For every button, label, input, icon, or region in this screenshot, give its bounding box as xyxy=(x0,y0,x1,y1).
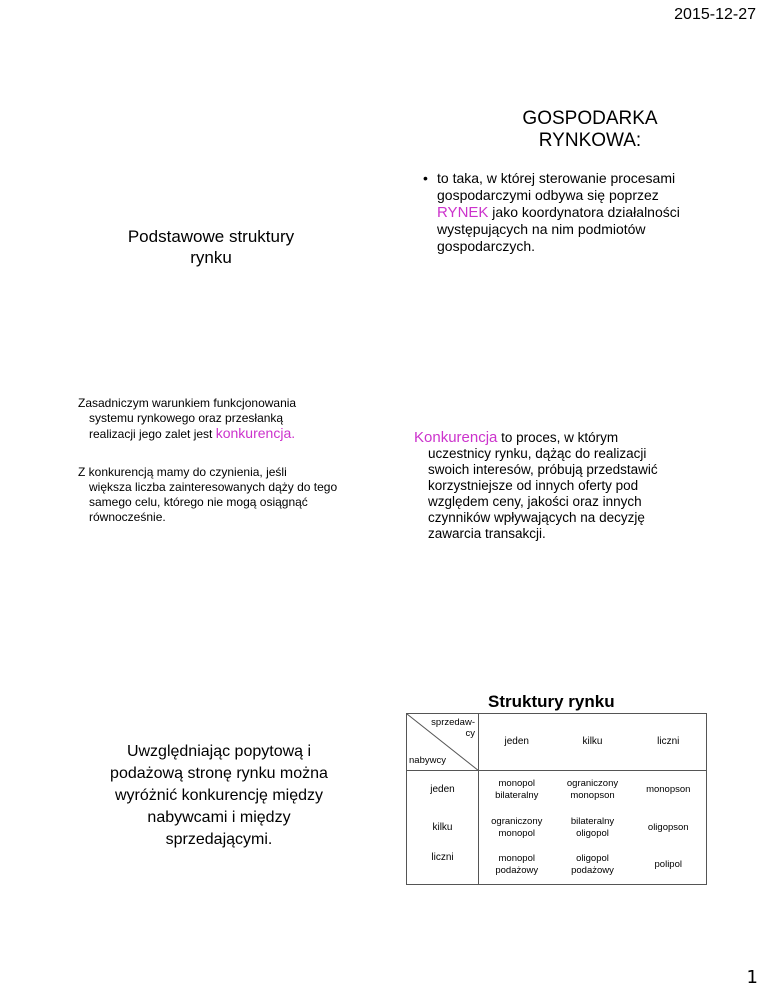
row-header-liczni: liczni xyxy=(407,847,479,885)
cell-line: monopson xyxy=(646,783,691,795)
cell-line: oligopson xyxy=(647,821,689,833)
cell-line: oligopol xyxy=(576,827,609,839)
cell-line: polipol xyxy=(654,859,682,871)
slide3-p1-text: realizacji jego zalet jest xyxy=(89,427,216,441)
cell-line: monopol xyxy=(498,827,535,839)
corner-label-sellers xyxy=(431,717,475,739)
slide2-text-after: jako koordynatora działalności występujących na nim podmiotów gospodarczych. xyxy=(437,204,680,254)
cell-line: ograniczony xyxy=(566,777,619,789)
slide4-line1-after: to proces, w którym xyxy=(497,430,619,445)
table-cell xyxy=(555,771,631,809)
cell-line: monopol xyxy=(498,853,535,865)
slide2-bullet xyxy=(423,170,693,255)
slide4-rest: uczestnicy rynku, dążąc do realizacji swoich interesów, próbują przedstawić korzystniejsze od innych oferty pod względem ceny, jakości oraz innych czynników wpływających na decyzję zawarcia transakcji. xyxy=(428,446,658,541)
slide3-p1-line2: systemu rynkowego oraz przesłanką xyxy=(89,411,284,425)
header-date: 2015-12-27 xyxy=(674,6,756,23)
table-cell xyxy=(479,771,555,809)
slide1-title-line2: rynku xyxy=(190,248,232,267)
corner-label-buyers: nabywcy xyxy=(409,755,446,766)
slide5-text: Uwzględniając popytową i podażową stronę rynku można wyróżnić konkurencję między nabywcami i między sprzedającymi. xyxy=(110,743,328,848)
table-cell xyxy=(555,809,631,847)
column-header-liczni: liczni xyxy=(631,714,707,771)
cell-line: podażowy xyxy=(571,865,614,877)
slide4-definition xyxy=(414,430,684,542)
table-cell xyxy=(479,847,555,885)
cell-line: monopson xyxy=(570,789,615,801)
slide2-title xyxy=(490,108,690,152)
slide3-p2-rest: większa liczba zainteresowanych dąży do tego samego celu, którego nie mogą osiągnąć równocześnie. xyxy=(89,480,338,524)
table-cell xyxy=(631,771,707,809)
bullet-point: • xyxy=(423,170,428,186)
corner-sellers-line2: cy xyxy=(465,728,475,739)
page-number: 1 xyxy=(746,967,758,988)
table-header-row xyxy=(407,714,707,771)
cell-line: bilateralny xyxy=(570,815,615,827)
column-header-jeden: jeden xyxy=(479,714,555,771)
slide2-bullet-text xyxy=(423,170,693,255)
market-structures-table xyxy=(406,713,707,885)
table-cell xyxy=(555,847,631,885)
slide1-title xyxy=(100,226,322,268)
slide4-highlight-konkurencja: Konkurencja xyxy=(414,429,498,446)
cell-line: oligopol xyxy=(576,853,609,865)
column-header-kilku: kilku xyxy=(555,714,631,771)
row-header-jeden: jeden xyxy=(407,771,479,809)
slide3-p1-line1: Zasadniczym warunkiem funkcjonowania xyxy=(78,396,297,410)
slide4-line1 xyxy=(414,430,684,446)
table-row xyxy=(407,847,707,885)
table-cell xyxy=(631,847,707,885)
cell-line: ograniczony xyxy=(491,815,543,827)
table-cell xyxy=(479,809,555,847)
table-row xyxy=(407,771,707,809)
cell-line: podażowy xyxy=(495,865,539,877)
table-cell xyxy=(631,809,707,847)
slide1-title-line1: Podstawowe struktury xyxy=(127,227,295,246)
slide3-paragraph1 xyxy=(78,396,378,442)
table-row xyxy=(407,809,707,847)
slide2-highlight-rynek: RYNEK xyxy=(437,204,489,221)
slide6-title: Struktury rynku xyxy=(488,692,615,711)
row-header-kilku: kilku xyxy=(407,809,479,847)
slide3-p2-line1: Z konkurencją mamy do czynienia, jeśli xyxy=(78,465,287,479)
slide2-title-line2: RYNKOWA: xyxy=(538,130,642,151)
cell-line: monopol xyxy=(498,777,535,789)
corner-sellers-line1: sprzedaw- xyxy=(431,717,475,728)
slide3-highlight-konkurencja: konkurencja. xyxy=(215,425,296,441)
slide3-p1-line3 xyxy=(78,426,378,442)
slide3-paragraph2 xyxy=(78,465,358,525)
slide2-text-before: to taka, w której sterowanie procesami gospodarczymi odbywa się poprzez xyxy=(437,170,676,203)
cell-line: bilateralny xyxy=(495,789,539,801)
table-corner-cell xyxy=(407,714,479,771)
slide2-title-line1: GOSPODARKA xyxy=(522,108,658,129)
